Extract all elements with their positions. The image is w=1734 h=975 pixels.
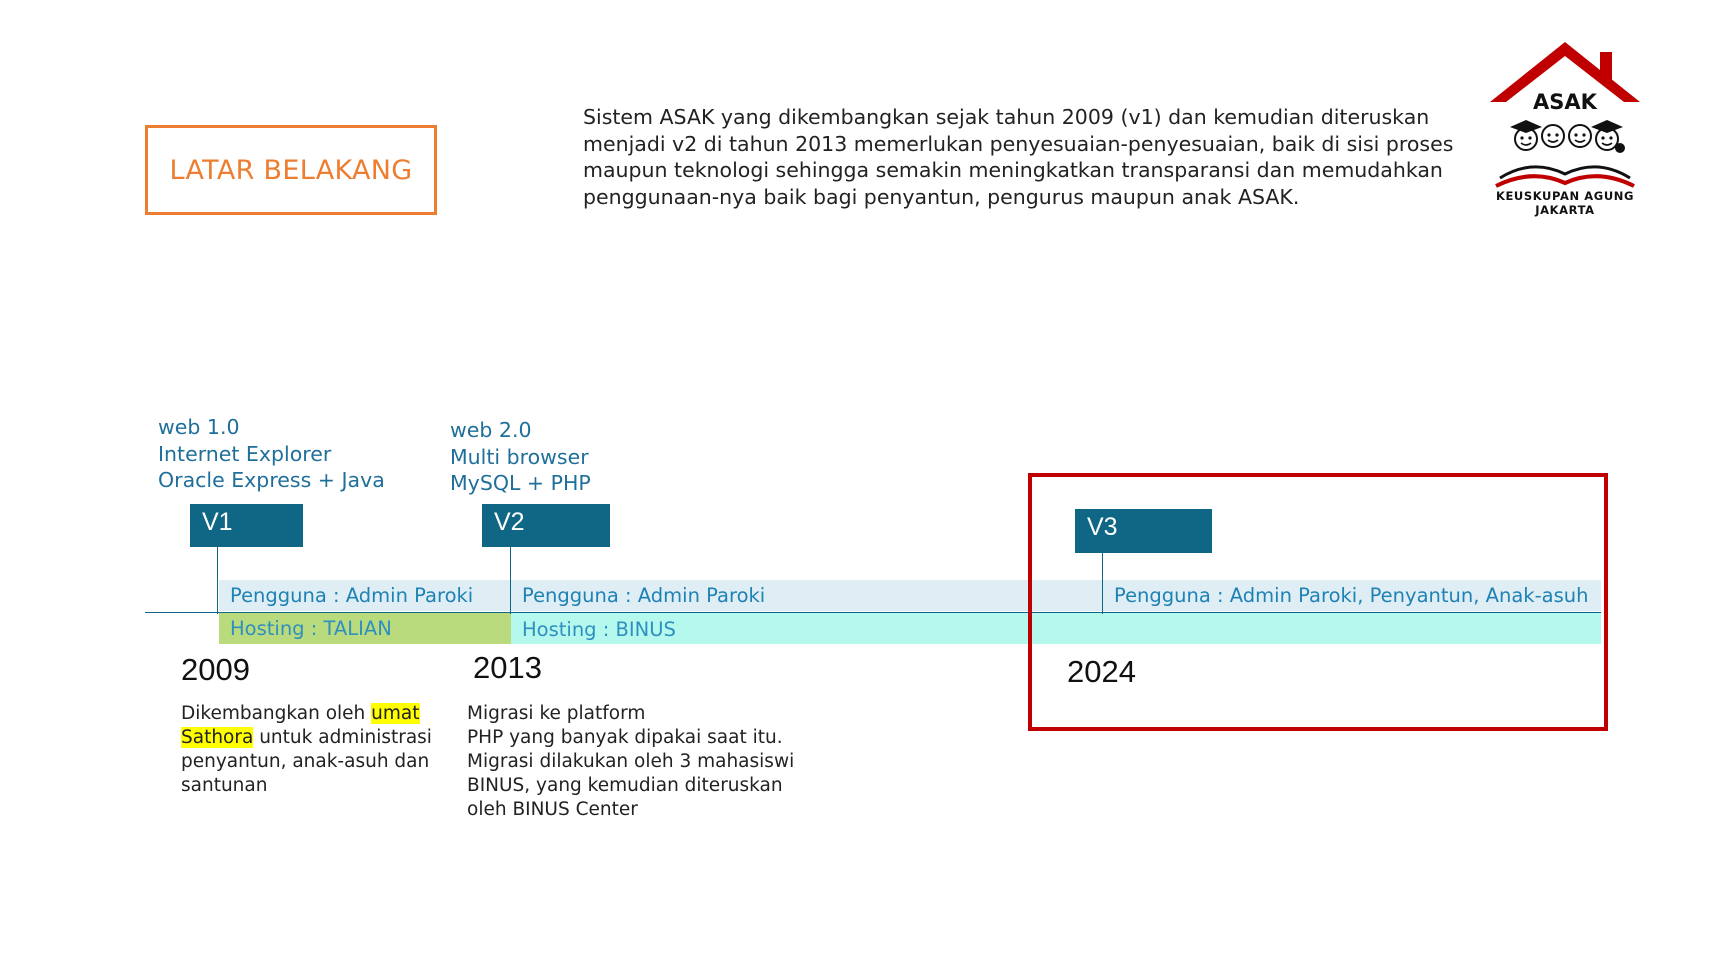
year-v1: 2009 <box>181 652 250 687</box>
version-box-v1: V1 <box>190 504 303 547</box>
description-line: santunan <box>181 775 268 796</box>
timeline-tick-v2 <box>510 547 511 614</box>
asak-logo <box>1460 40 1670 210</box>
tech-item: web 2.0 <box>450 418 532 442</box>
tech-item: Multi browser <box>450 444 589 469</box>
highlighted-text: umat <box>371 703 420 724</box>
page-title: LATAR BELAKANG <box>169 154 413 186</box>
intro-line: menjadi v2 di tahun 2013 memerlukan penyesuaian-penyesuaian, baik di sisi proses <box>583 131 1454 156</box>
v3-highlight-frame <box>1028 473 1608 731</box>
intro-line: maupun teknologi sehingga semakin meningkatkan transparansi dan memudahkan <box>583 158 1443 182</box>
description-line: oleh BINUS Center <box>467 799 638 820</box>
tech-stack-v2 <box>450 417 591 497</box>
description-line: Migrasi dilakukan oleh 3 mahasiswi <box>467 751 795 772</box>
tech-item: web 1.0 <box>158 415 240 439</box>
description-line: penyantun, anak-asuh dan <box>181 751 430 772</box>
year-v3: 2024 <box>1067 654 1136 689</box>
timeline-tick-v1 <box>217 547 218 614</box>
description-v1 <box>181 702 432 798</box>
hosting-label-v1: Hosting : TALIAN <box>230 617 392 640</box>
description-line: Migrasi ke platform <box>467 703 646 724</box>
logo-caption: KEUSKUPAN AGUNG JAKARTA <box>1495 189 1635 217</box>
tech-item: MySQL + PHP <box>450 471 591 495</box>
highlighted-text: Sathora <box>181 727 254 748</box>
intro-paragraph <box>583 104 1454 210</box>
description-line: Sathora untuk administrasi <box>181 727 432 748</box>
description-line: PHP yang banyak dipakai saat itu. <box>467 727 783 748</box>
users-label-v1: Pengguna : Admin Paroki <box>230 584 474 607</box>
version-box-v2: V2 <box>482 504 610 547</box>
intro-line: penggunaan-nya baik bagi penyantun, pengurus maupun anak ASAK. <box>583 184 1300 209</box>
users-label-v3: Pengguna : Admin Paroki, Penyantun, Anak-asuh <box>1114 584 1589 607</box>
tech-item: Internet Explorer <box>158 441 332 466</box>
year-v2: 2013 <box>473 650 542 685</box>
description-v2 <box>467 702 794 822</box>
intro-line: Sistem ASAK yang dikembangkan sejak tahun 2009 (v1) dan kemudian diteruskan <box>583 105 1430 129</box>
tech-stack-v1 <box>158 414 385 494</box>
users-label-v2: Pengguna : Admin Paroki <box>522 584 766 607</box>
svg-text:ASAK: ASAK <box>1533 90 1597 114</box>
hosting-label-v2: Hosting : BINUS <box>522 618 676 641</box>
title-box <box>145 125 437 215</box>
tech-item: Oracle Express + Java <box>158 468 385 492</box>
description-line: Dikembangkan oleh umat <box>181 703 420 724</box>
description-line: BINUS, yang kemudian diteruskan <box>467 775 783 796</box>
version-box-v3: V3 <box>1075 509 1212 553</box>
